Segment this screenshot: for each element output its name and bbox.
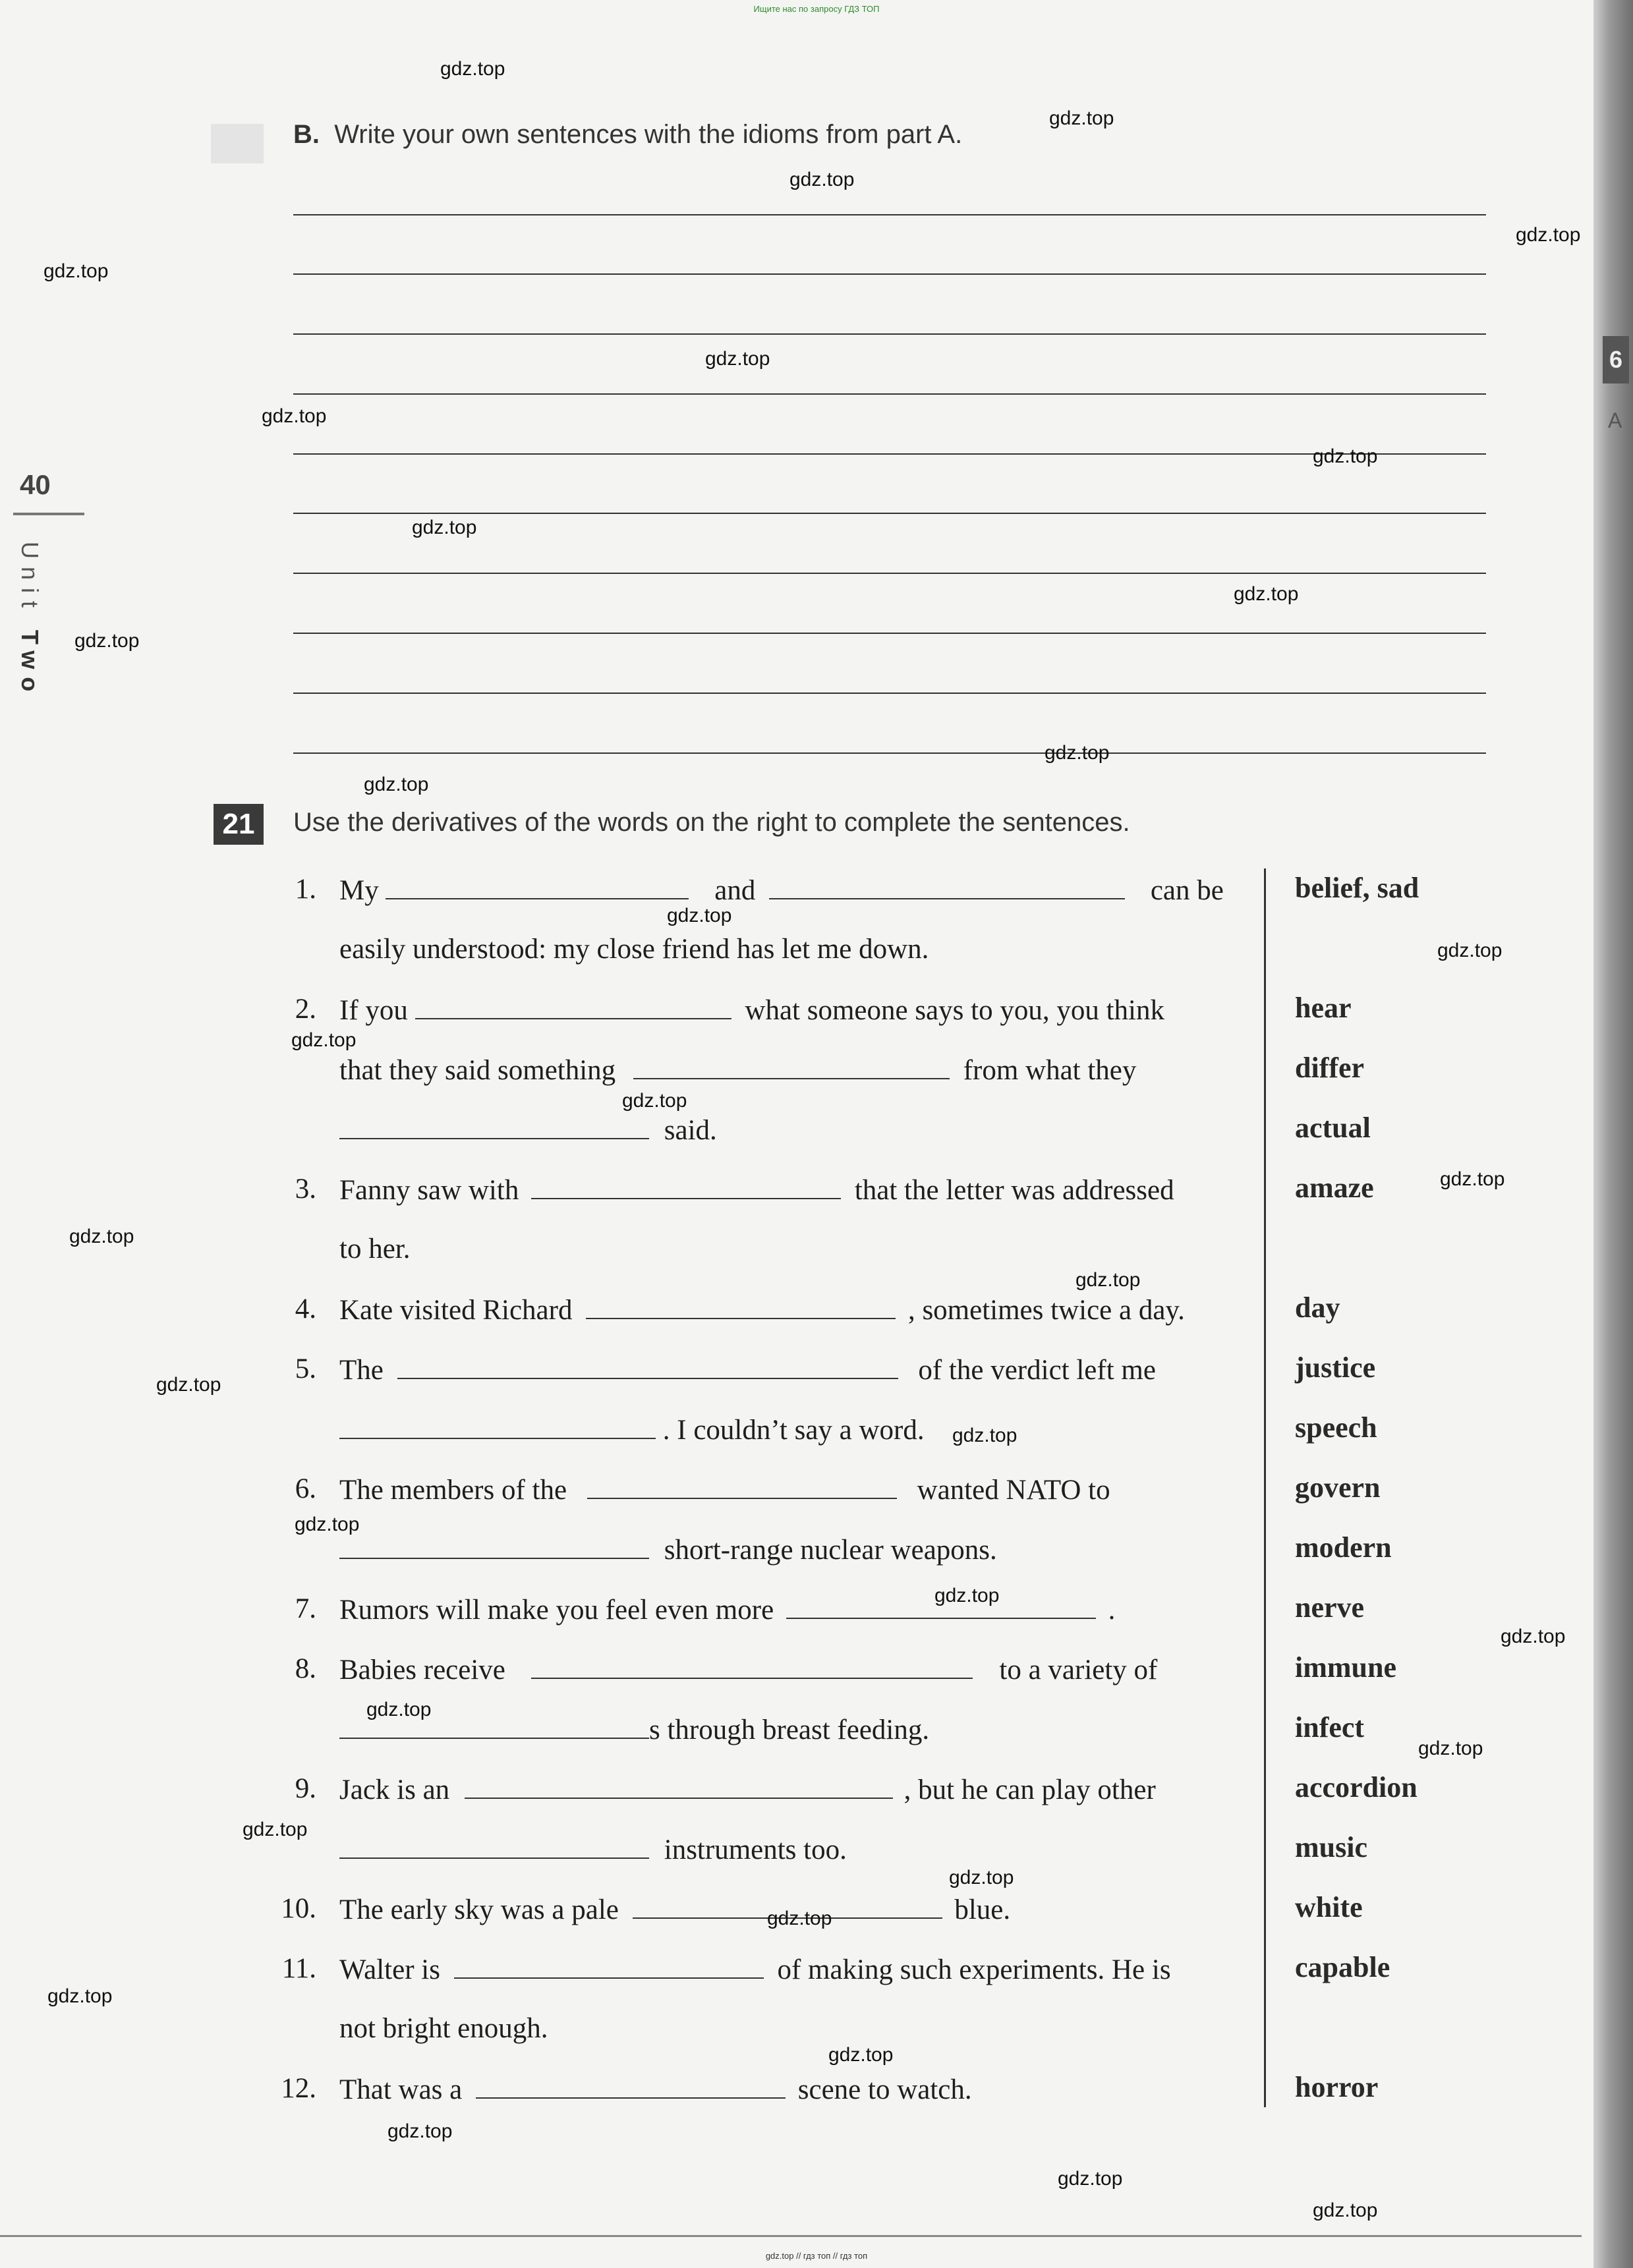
watermark: gdz.top [949,1867,1014,1888]
root-word: infect [1295,1711,1365,1744]
exercise-number-badge: 21 [214,804,264,845]
side-tab: 6 [1603,336,1629,383]
item-number: 2. [295,994,316,1025]
top-note: Ищите нас по запросу ГДЗ ТОП [753,4,880,14]
sentence-line: said. [339,1113,717,1147]
watermark: gdz.top [69,1226,134,1247]
writing-line[interactable] [293,333,1486,335]
root-word: govern [1295,1471,1381,1504]
root-word: modern [1295,1531,1392,1564]
root-word: immune [1295,1651,1396,1684]
sentence-line: short-range nuclear weapons. [339,1533,997,1566]
answer-blank[interactable] [339,1413,656,1439]
watermark: gdz.top [1516,224,1581,246]
writing-line[interactable] [293,573,1486,574]
writing-line[interactable] [293,693,1486,694]
sentence-line: The early sky was a pale blue. [339,1892,1010,1926]
page-bottom-rule [0,2235,1582,2237]
exercise-instruction: Use the derivatives of the words on the right to complete the sentences. [293,808,1130,837]
watermark: gdz.top [295,1514,360,1535]
watermark: gdz.top [243,1819,308,1840]
root-word: day [1295,1291,1340,1324]
bleed-through-badge [211,124,264,163]
answer-blank[interactable] [386,873,689,899]
watermark: gdz.top [387,2120,453,2142]
sentence-line: If you what someone says to you, you think [339,993,1164,1027]
watermark: gdz.top [366,1699,432,1720]
sentence-line: easily understood: my close friend has let me down. [339,934,929,965]
watermark: gdz.top [156,1374,221,1396]
item-number: 12. [281,2073,316,2104]
watermark: gdz.top [1418,1738,1483,1759]
answer-blank[interactable] [531,1173,841,1199]
item-number: 10. [281,1893,316,1924]
answer-blank[interactable] [454,1952,764,1979]
unit-label: Unit Two [16,542,43,700]
answer-blank[interactable] [397,1353,898,1379]
watermark: gdz.top [43,260,109,282]
writing-line[interactable] [293,513,1486,514]
bottom-note: gdz.top // гдз топ // гдз топ [765,2251,868,2261]
answer-blank[interactable] [531,1653,973,1679]
item-number: 9. [295,1773,316,1804]
root-word: differ [1295,1052,1365,1084]
root-word: music [1295,1831,1367,1863]
answer-blank[interactable] [465,1772,893,1799]
watermark: gdz.top [74,630,140,652]
answer-blank[interactable] [415,993,731,1019]
root-word: nerve [1295,1591,1365,1624]
root-word: justice [1295,1351,1376,1384]
watermark: gdz.top [1075,1269,1141,1291]
watermark: gdz.top [828,2044,894,2066]
watermark: gdz.top [1313,445,1378,467]
page-number: 40 [20,469,51,500]
root-word: capable [1295,1951,1390,1983]
sentence-line: Jack is an , but he can play other [339,1772,1156,1806]
partB-letter: B. [293,120,320,149]
root-word: hear [1295,992,1352,1024]
root-word: accordion [1295,1771,1418,1803]
watermark: gdz.top [440,58,505,80]
sentence-line: That was a scene to watch. [339,2072,972,2106]
watermark: gdz.top [789,169,855,190]
watermark: gdz.top [1058,2168,1123,2190]
watermark: gdz.top [1437,940,1503,961]
writing-line[interactable] [293,214,1486,215]
watermark: gdz.top [767,1908,832,1929]
sentence-line: Fanny saw with that the letter was addressed [339,1173,1174,1206]
watermark: gdz.top [262,405,327,427]
watermark: gdz.top [364,774,429,795]
watermark: gdz.top [1234,583,1299,605]
answer-blank[interactable] [769,873,1125,899]
answer-blank[interactable] [339,1113,649,1139]
watermark: gdz.top [622,1090,687,1112]
answer-blank[interactable] [586,1293,896,1319]
root-word: white [1295,1891,1363,1923]
root-word: belief, sad [1295,872,1419,904]
watermark: gdz.top [952,1425,1017,1446]
item-number: 5. [295,1353,316,1384]
watermark: gdz.top [1313,2199,1378,2221]
watermark: gdz.top [1440,1168,1505,1190]
sentence-line: The members of the wanted NATO to [339,1473,1110,1506]
answer-blank[interactable] [587,1473,897,1499]
watermark: gdz.top [1045,742,1110,764]
item-number: 11. [281,1953,316,1984]
sentence-line: Babies receive to a variety of [339,1653,1157,1686]
sentence-line: My and can be [339,873,1224,907]
item-number: 7. [295,1593,316,1624]
partB-heading [293,120,962,150]
watermark: gdz.top [291,1029,357,1051]
item-number: 3. [295,1174,316,1205]
watermark: gdz.top [1501,1626,1566,1647]
writing-line[interactable] [293,393,1486,395]
watermark: gdz.top [934,1585,1000,1606]
root-word: actual [1295,1112,1371,1144]
answer-blank[interactable] [633,1053,950,1079]
sentence-line: that they said something from what they [339,1053,1136,1087]
page-number-rule [13,513,84,515]
watermark: gdz.top [1049,107,1114,129]
answer-blank[interactable] [339,1533,649,1559]
root-word: horror [1295,2071,1379,2103]
item-number: 8. [295,1653,316,1684]
answer-blank[interactable] [339,1832,649,1859]
root-word: amaze [1295,1172,1374,1204]
watermark: gdz.top [667,905,732,926]
sentence-line: Rumors will make you feel even more . [339,1593,1115,1626]
partB-instruction: Write your own sentences with the idioms from part A. [334,120,963,149]
sentence-line: s through breast feeding. [339,1713,929,1746]
writing-line[interactable] [293,752,1486,754]
sentence-line: to her. [339,1233,411,1264]
watermark: gdz.top [412,517,477,538]
sentence-line: The of the verdict left me [339,1353,1156,1386]
sentence-line: not bright enough. [339,2013,548,2044]
watermark: gdz.top [47,1985,113,2007]
item-number: 4. [295,1293,316,1324]
item-number: 6. [295,1473,316,1504]
writing-line[interactable] [293,633,1486,634]
writing-line[interactable] [293,453,1486,455]
sentence-line: Walter is of making such experiments. He is [339,1952,1171,1986]
writing-line[interactable] [293,273,1486,275]
item-number: 1. [295,874,316,905]
watermark: gdz.top [705,348,770,370]
root-word: speech [1295,1411,1377,1444]
side-letter: A [1608,409,1622,432]
sentence-line: Kate visited Richard , sometimes twice a day. [339,1293,1185,1326]
answer-blank[interactable] [476,2072,786,2099]
sentence-line: . I couldn’t say a word. [339,1413,925,1446]
word-column-divider [1264,868,1266,2107]
sentence-line: instruments too. [339,1832,847,1866]
